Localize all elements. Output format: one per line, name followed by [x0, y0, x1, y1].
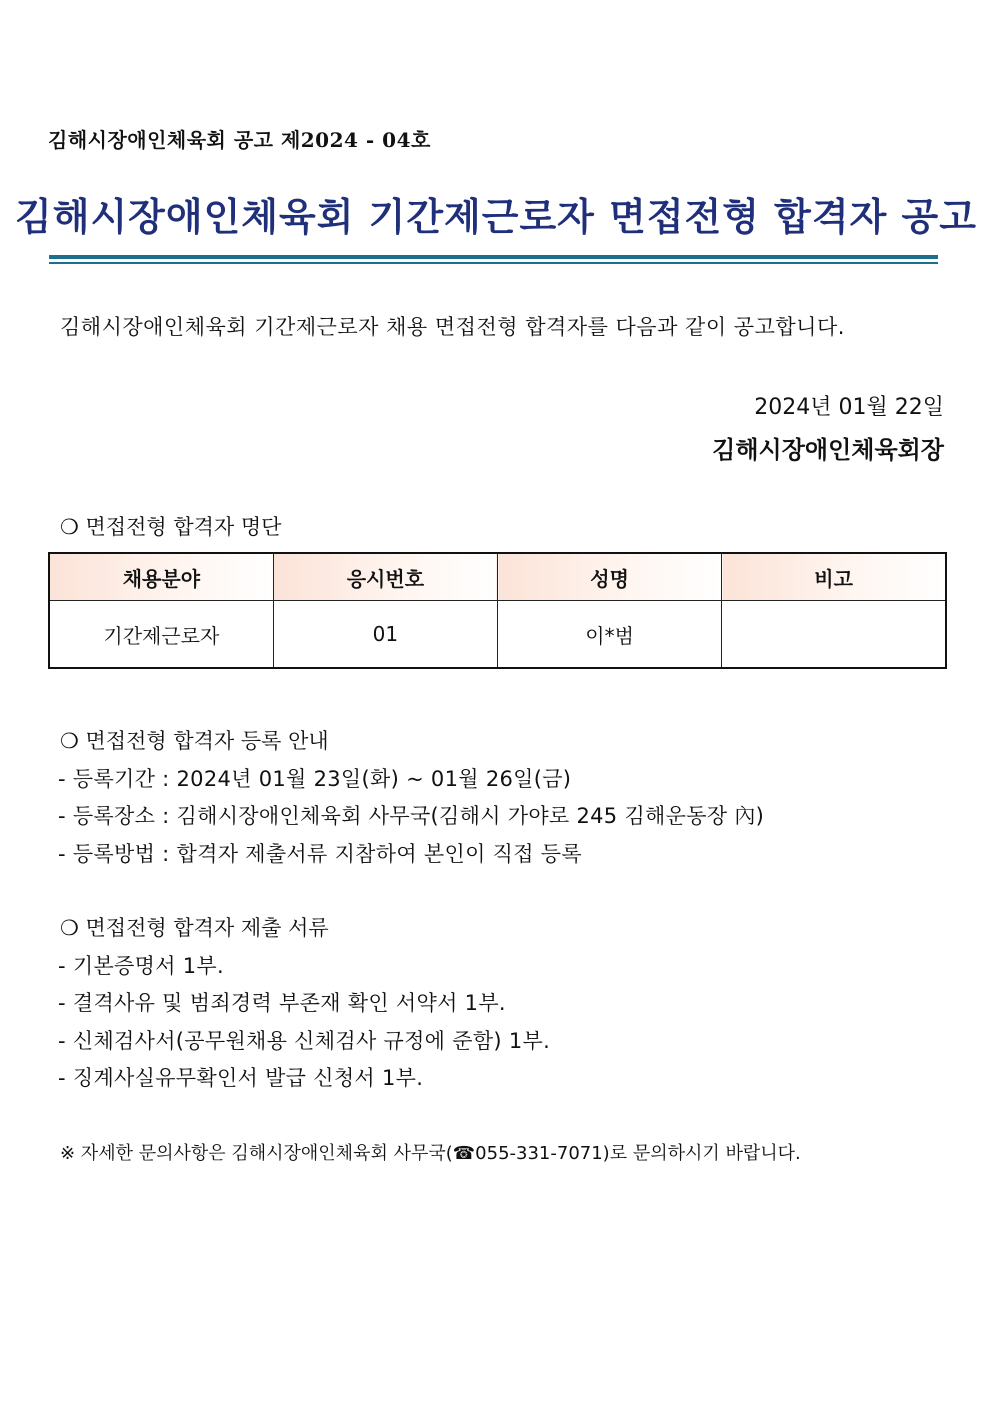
passers-table	[48, 552, 947, 669]
column-header: 채용분야	[49, 553, 273, 601]
section-heading-registration: ❍ 면접전형 합격자 등록 안내	[60, 729, 329, 753]
table-cell: 이*범	[498, 601, 722, 669]
document-line: - 신체검사서(공무원채용 신체검사 규정에 준함) 1부.	[58, 1029, 551, 1053]
registration-line: - 등록장소 : 김해시장애인체육회 사무국(김해시 가야로 245 김해운동장 內)	[58, 804, 765, 828]
intro-text: 김해시장애인체육회 기간제근로자 채용 면접전형 합격자를 다음과 같이 공고합니다.	[60, 315, 845, 339]
column-header: 비고	[722, 553, 946, 601]
document-line: - 결격사유 및 범죄경력 부존재 확인 서약서 1부.	[58, 991, 506, 1015]
registration-line: - 등록방법 : 합격자 제출서류 지참하여 본인이 직접 등록	[58, 842, 582, 866]
issuer-name: 김해시장애인체육회장	[712, 436, 944, 464]
table-cell	[722, 601, 946, 669]
document-line: - 징계사실유무확인서 발급 신청서 1부.	[58, 1066, 424, 1090]
section-heading-passers: ❍ 면접전형 합격자 명단	[60, 515, 282, 539]
section-heading-documents: ❍ 면접전형 합격자 제출 서류	[60, 916, 329, 940]
table-cell: 기간제근로자	[49, 601, 273, 669]
notice-number: 김해시장애인체육회 공고 제2024 - 04호	[48, 128, 431, 152]
registration-line: - 등록기간 : 2024년 01월 23일(화) ~ 01월 26일(금)	[58, 767, 572, 791]
title-divider-thin	[49, 262, 938, 264]
title-divider-thick	[49, 255, 938, 259]
table-cell: 01	[273, 601, 497, 669]
contact-footnote: ※ 자세한 문의사항은 김해시장애인체육회 사무국(☎055-331-7071)로 문의하시기 바랍니다.	[60, 1143, 801, 1164]
column-header: 응시번호	[273, 553, 497, 601]
table-row	[49, 601, 946, 669]
page-title: 김해시장애인체육회 기간제근로자 면접전형 합격자 공고	[15, 195, 977, 239]
table-header-row	[49, 553, 946, 601]
column-header: 성명	[498, 553, 722, 601]
notice-date: 2024년 01월 22일	[754, 395, 944, 420]
document-line: - 기본증명서 1부.	[58, 954, 224, 978]
